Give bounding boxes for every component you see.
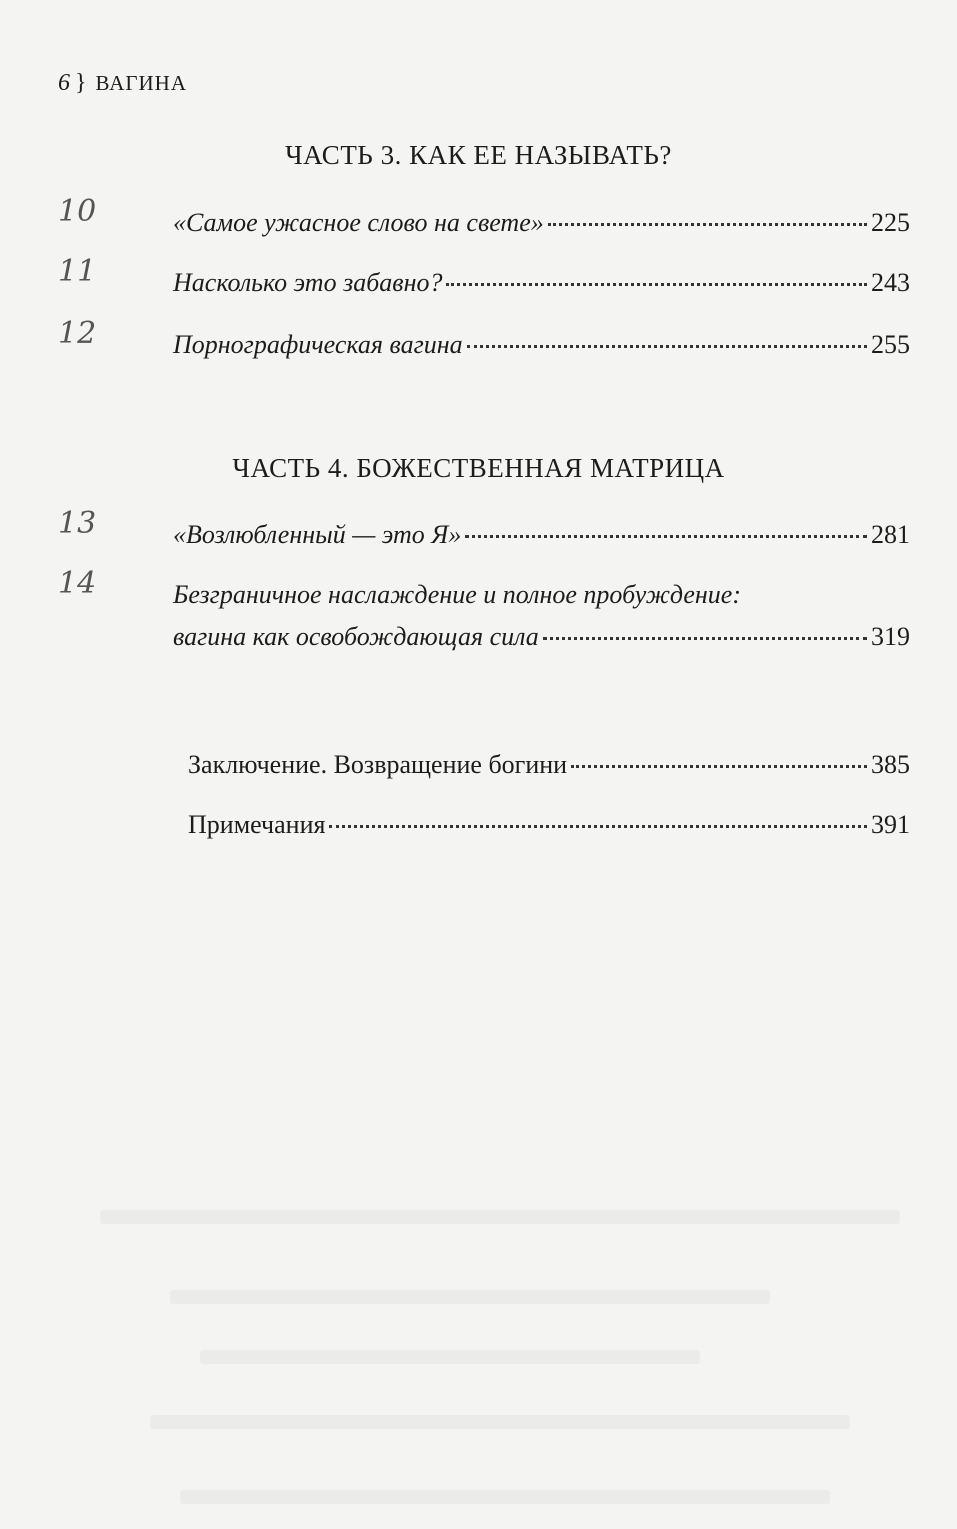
chapter-title: «Самое ужасное слово на свете» (173, 208, 544, 237)
backmatter-page: 385 (871, 750, 910, 779)
chapter-page: 255 (871, 330, 910, 359)
chapter-page: 243 (871, 268, 910, 297)
brace-ornament: } (75, 70, 88, 96)
bleed-through (150, 1415, 850, 1429)
bleed-through (200, 1350, 700, 1364)
dot-leader (543, 637, 867, 640)
page-number: 6 (58, 70, 71, 96)
chapter-title: «Возлюбленный — это Я» (173, 520, 462, 549)
part-heading: ЧАСТЬ 4. БОЖЕСТВЕННАЯ МАТРИЦА (232, 453, 725, 483)
backmatter-page: 391 (871, 810, 910, 839)
chapter-page: 281 (871, 520, 910, 549)
dot-leader (329, 825, 867, 828)
chapter-title-line1: Безграничное наслаждение и полное пробуждение: (173, 580, 741, 609)
dot-leader (548, 223, 867, 226)
chapter-number: 13 (58, 506, 97, 541)
chapter-title-line2: вагина как освобождающая сила (173, 622, 539, 651)
bleed-through (180, 1490, 830, 1504)
dot-leader (467, 345, 867, 348)
chapter-title: Порнографическая вагина (173, 330, 463, 359)
chapter-page: 225 (871, 208, 910, 237)
part-heading: ЧАСТЬ 3. КАК ЕЕ НАЗЫВАТЬ? (285, 140, 672, 170)
chapter-title: Насколько это забавно? (173, 268, 443, 297)
bleed-through (170, 1290, 770, 1304)
chapter-number: 10 (58, 194, 97, 229)
chapter-page: 319 (871, 622, 910, 651)
dot-leader (446, 283, 867, 286)
running-head (58, 70, 187, 97)
backmatter-title: Заключение. Возвращение богини (188, 750, 568, 779)
book-title: ВАГИНА (95, 71, 188, 95)
chapter-number: 14 (58, 566, 97, 601)
dot-leader (571, 765, 867, 768)
chapter-number: 11 (58, 254, 97, 289)
chapter-number: 12 (58, 316, 97, 351)
backmatter-title: Примечания (188, 810, 326, 839)
dot-leader (465, 535, 867, 538)
bleed-through (100, 1210, 900, 1224)
